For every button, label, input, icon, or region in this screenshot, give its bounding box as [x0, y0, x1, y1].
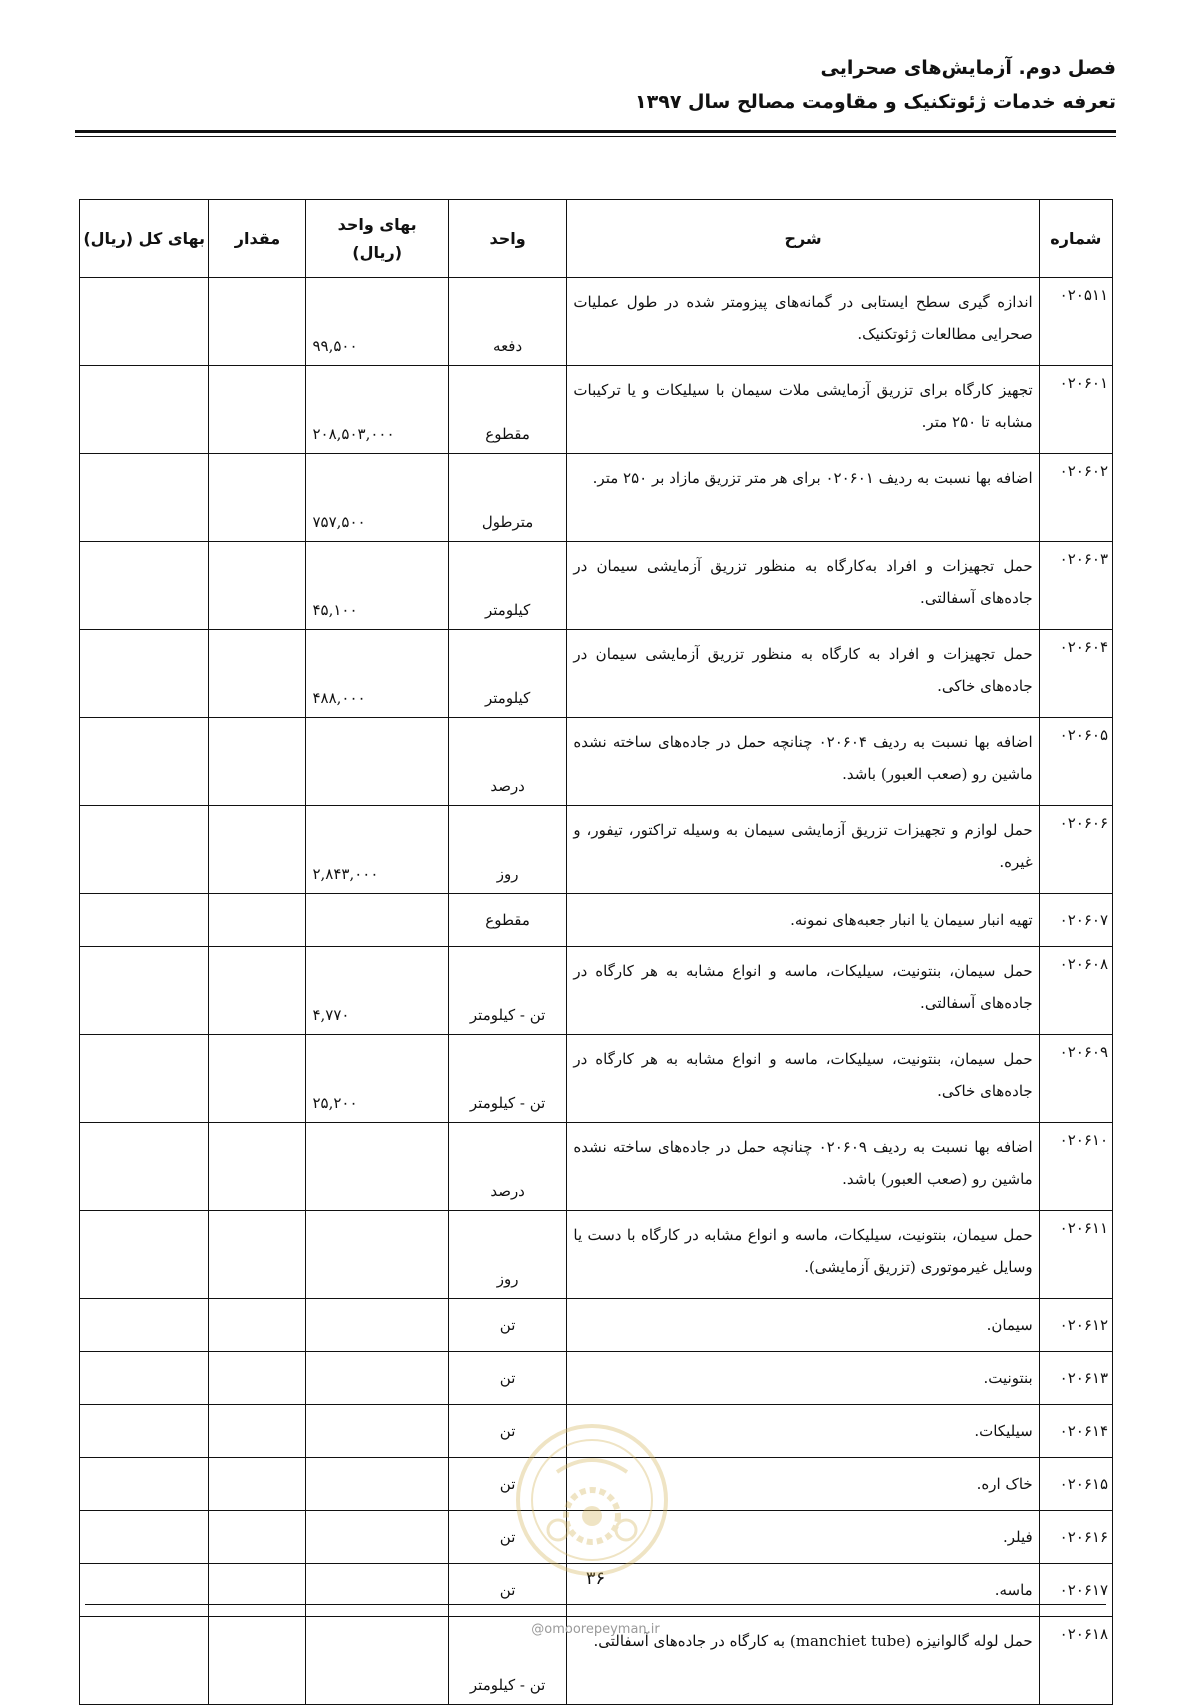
row-unit: روز [448, 1211, 567, 1299]
row-total-price [80, 1511, 209, 1564]
row-unit: مقطوع [448, 894, 567, 947]
row-unit: تن - کیلومتر [448, 1035, 567, 1123]
header-quantity: مقدار [209, 200, 306, 278]
row-code: ۰۲۰۶۱۸ [1039, 1617, 1112, 1705]
row-unit: کیلومتر [448, 542, 567, 630]
row-unit: مقطوع [448, 366, 567, 454]
row-unit-price: ۲۵,۲۰۰ [306, 1035, 448, 1123]
row-unit-price: ۴۸۸,۰۰۰ [306, 630, 448, 718]
row-description: سیمان. [567, 1299, 1039, 1352]
row-total-price [80, 366, 209, 454]
row-unit-price [306, 1405, 448, 1458]
table-row [80, 366, 1113, 454]
table-row [80, 947, 1113, 1035]
row-unit: کیلومتر [448, 630, 567, 718]
row-description: حمل تجهیزات و افراد به‌کارگاه به منظور تزریق آزمایشی سیمان در جاده‌های آسفالتی. [567, 542, 1039, 630]
row-unit-price [306, 1123, 448, 1211]
table-row [80, 894, 1113, 947]
row-total-price [80, 894, 209, 947]
row-total-price [80, 278, 209, 366]
row-description: حمل سیمان، بنتونیت، سیلیکات، ماسه و انواع مشابه در کارگاه با دست یا وسایل غیرموتوری (تزریق آزمایشی). [567, 1211, 1039, 1299]
header-rule-thin [75, 136, 1116, 137]
row-quantity [209, 718, 306, 806]
table-row [80, 1405, 1113, 1458]
row-total-price [80, 947, 209, 1035]
row-description: اندازه گیری سطح ایستابی در گمانه‌های پیزومتر شده در طول عملیات صحرایی مطالعات ژئوتکنیک. [567, 278, 1039, 366]
row-quantity [209, 278, 306, 366]
header-unit-price-currency: (ریال) [352, 242, 402, 262]
row-total-price [80, 718, 209, 806]
table-row [80, 1123, 1113, 1211]
row-description: حمل تجهیزات و افراد به کارگاه به منظور تزریق آزمایشی سیمان در جاده‌های خاکی. [567, 630, 1039, 718]
row-unit: تن - کیلومتر [448, 1617, 567, 1705]
row-unit: تن [448, 1458, 567, 1511]
row-code: ۰۲۰۶۰۲ [1039, 454, 1112, 542]
row-total-price [80, 1458, 209, 1511]
table-row [80, 1511, 1113, 1564]
row-description: تجهیز کارگاه برای تزریق آزمایشی ملات سیمان با سیلیکات و یا ترکیبات مشابه تا ۲۵۰ متر. [567, 366, 1039, 454]
row-quantity [209, 806, 306, 894]
row-unit-price [306, 894, 448, 947]
row-total-price [80, 1211, 209, 1299]
header-unit-price-label: بهای واحد [337, 214, 417, 234]
row-total-price [80, 1405, 209, 1458]
row-unit-price [306, 1211, 448, 1299]
row-description: سیلیکات. [567, 1405, 1039, 1458]
table-row [80, 454, 1113, 542]
row-code: ۰۲۰۶۰۵ [1039, 718, 1112, 806]
row-total-price [80, 542, 209, 630]
header-total-price: بهای کل (ریال) [80, 200, 209, 278]
row-unit-price: ۴,۷۷۰ [306, 947, 448, 1035]
row-unit-price [306, 1299, 448, 1352]
row-code: ۰۲۰۶۱۲ [1039, 1299, 1112, 1352]
table-row [80, 718, 1113, 806]
row-unit-price [306, 1458, 448, 1511]
document-subtitle: تعرفه خدمات ژئوتکنیک و مقاومت مصالح سال ۱۳۹۷ [635, 91, 1116, 113]
row-unit-price: ۹۹,۵۰۰ [306, 278, 448, 366]
website-watermark: @omoorepeyman.ir [531, 1622, 660, 1637]
header-code: شماره [1039, 200, 1112, 278]
row-description: ماسه. [567, 1564, 1039, 1617]
row-code: ۰۲۰۶۰۶ [1039, 806, 1112, 894]
row-description: خاک اره. [567, 1458, 1039, 1511]
table-row [80, 806, 1113, 894]
row-code: ۰۲۰۶۱۵ [1039, 1458, 1112, 1511]
row-unit: تن [448, 1299, 567, 1352]
page-number: ۳۶ [585, 1568, 606, 1589]
row-total-price [80, 1299, 209, 1352]
row-quantity [209, 366, 306, 454]
row-unit-price: ۲,۸۴۳,۰۰۰ [306, 806, 448, 894]
table-row [80, 1211, 1113, 1299]
row-unit-price: ۷۵۷,۵۰۰ [306, 454, 448, 542]
row-unit-price: ۲۰۸,۵۰۳,۰۰۰ [306, 366, 448, 454]
row-code: ۰۲۰۶۰۷ [1039, 894, 1112, 947]
row-quantity [209, 1035, 306, 1123]
row-description: اضافه بها نسبت به ردیف ۰۲۰۶۰۴ چنانچه حمل در جاده‌های ساخته نشده ماشین رو (صعب العبور) باشد. [567, 718, 1039, 806]
row-code: ۰۲۰۵۱۱ [1039, 278, 1112, 366]
row-description: اضافه بها نسبت به ردیف ۰۲۰۶۰۱ برای هر متر تزریق مازاد بر ۲۵۰ متر. [567, 454, 1039, 542]
row-unit: تن [448, 1405, 567, 1458]
row-total-price [80, 454, 209, 542]
row-code: ۰۲۰۶۰۳ [1039, 542, 1112, 630]
row-quantity [209, 947, 306, 1035]
row-quantity [209, 1352, 306, 1405]
row-unit-price [306, 718, 448, 806]
row-unit: دفعه [448, 278, 567, 366]
row-description: فیلر. [567, 1511, 1039, 1564]
row-code: ۰۲۰۶۰۴ [1039, 630, 1112, 718]
header-unit: واحد [448, 200, 567, 278]
row-unit-price [306, 1511, 448, 1564]
row-total-price [80, 1352, 209, 1405]
row-unit: روز [448, 806, 567, 894]
row-code: ۰۲۰۶۱۴ [1039, 1405, 1112, 1458]
table-row [80, 1299, 1113, 1352]
header-description: شرح [567, 200, 1039, 278]
row-code: ۰۲۰۶۱۶ [1039, 1511, 1112, 1564]
row-unit-price [306, 1352, 448, 1405]
row-total-price [80, 806, 209, 894]
table-row [80, 542, 1113, 630]
row-description: اضافه بها نسبت به ردیف ۰۲۰۶۰۹ چنانچه حمل در جاده‌های ساخته نشده ماشین رو (صعب العبور) باشد. [567, 1123, 1039, 1211]
row-unit-price: ۴۵,۱۰۰ [306, 542, 448, 630]
row-total-price [80, 630, 209, 718]
row-description: حمل لوازم و تجهیزات تزریق آزمایشی سیمان به وسیله تراکتور، تیفور، و غیره. [567, 806, 1039, 894]
row-code: ۰۲۰۶۰۸ [1039, 947, 1112, 1035]
table-header-row [80, 200, 1113, 278]
row-quantity [209, 1299, 306, 1352]
row-total-price [80, 1035, 209, 1123]
page-header [75, 54, 1116, 116]
row-code: ۰۲۰۶۱۷ [1039, 1564, 1112, 1617]
footer-rule [85, 1604, 1106, 1605]
row-quantity [209, 1211, 306, 1299]
row-quantity [209, 1458, 306, 1511]
table-row [80, 630, 1113, 718]
row-unit: تن [448, 1511, 567, 1564]
row-code: ۰۲۰۶۰۹ [1039, 1035, 1112, 1123]
row-description: حمل سیمان، بنتونیت، سیلیکات، ماسه و انواع مشابه به هر کارگاه در جاده‌های آسفالتی. [567, 947, 1039, 1035]
row-description: حمل لوله گالوانیزه (manchiet tube) به کارگاه در جاده‌های آسفالتی. [567, 1617, 1039, 1705]
header-unit-price [306, 200, 448, 278]
row-code: ۰۲۰۶۱۳ [1039, 1352, 1112, 1405]
table-row [80, 1458, 1113, 1511]
row-quantity [209, 454, 306, 542]
row-unit: درصد [448, 718, 567, 806]
row-unit: تن - کیلومتر [448, 947, 567, 1035]
table-row [80, 1035, 1113, 1123]
row-description: حمل سیمان، بنتونیت، سیلیکات، ماسه و انواع مشابه به هر کارگاه در جاده‌های خاکی. [567, 1035, 1039, 1123]
row-total-price [80, 1123, 209, 1211]
row-unit: مترطول [448, 454, 567, 542]
tariff-table [79, 199, 1113, 1705]
chapter-title: فصل دوم. آزمایش‌های صحرایی [820, 57, 1116, 79]
row-unit: تن [448, 1564, 567, 1617]
row-code: ۰۲۰۶۱۰ [1039, 1123, 1112, 1211]
row-description: تهیه انبار سیمان یا انبار جعبه‌های نمونه. [567, 894, 1039, 947]
row-quantity [209, 630, 306, 718]
row-quantity [209, 1123, 306, 1211]
table-row [80, 278, 1113, 366]
row-unit: درصد [448, 1123, 567, 1211]
row-code: ۰۲۰۶۱۱ [1039, 1211, 1112, 1299]
header-rule-thick [75, 130, 1116, 133]
row-code: ۰۲۰۶۰۱ [1039, 366, 1112, 454]
table-row [80, 1352, 1113, 1405]
row-unit: تن [448, 1352, 567, 1405]
row-quantity [209, 894, 306, 947]
row-quantity [209, 1405, 306, 1458]
row-quantity [209, 542, 306, 630]
row-description: بنتونیت. [567, 1352, 1039, 1405]
row-quantity [209, 1511, 306, 1564]
